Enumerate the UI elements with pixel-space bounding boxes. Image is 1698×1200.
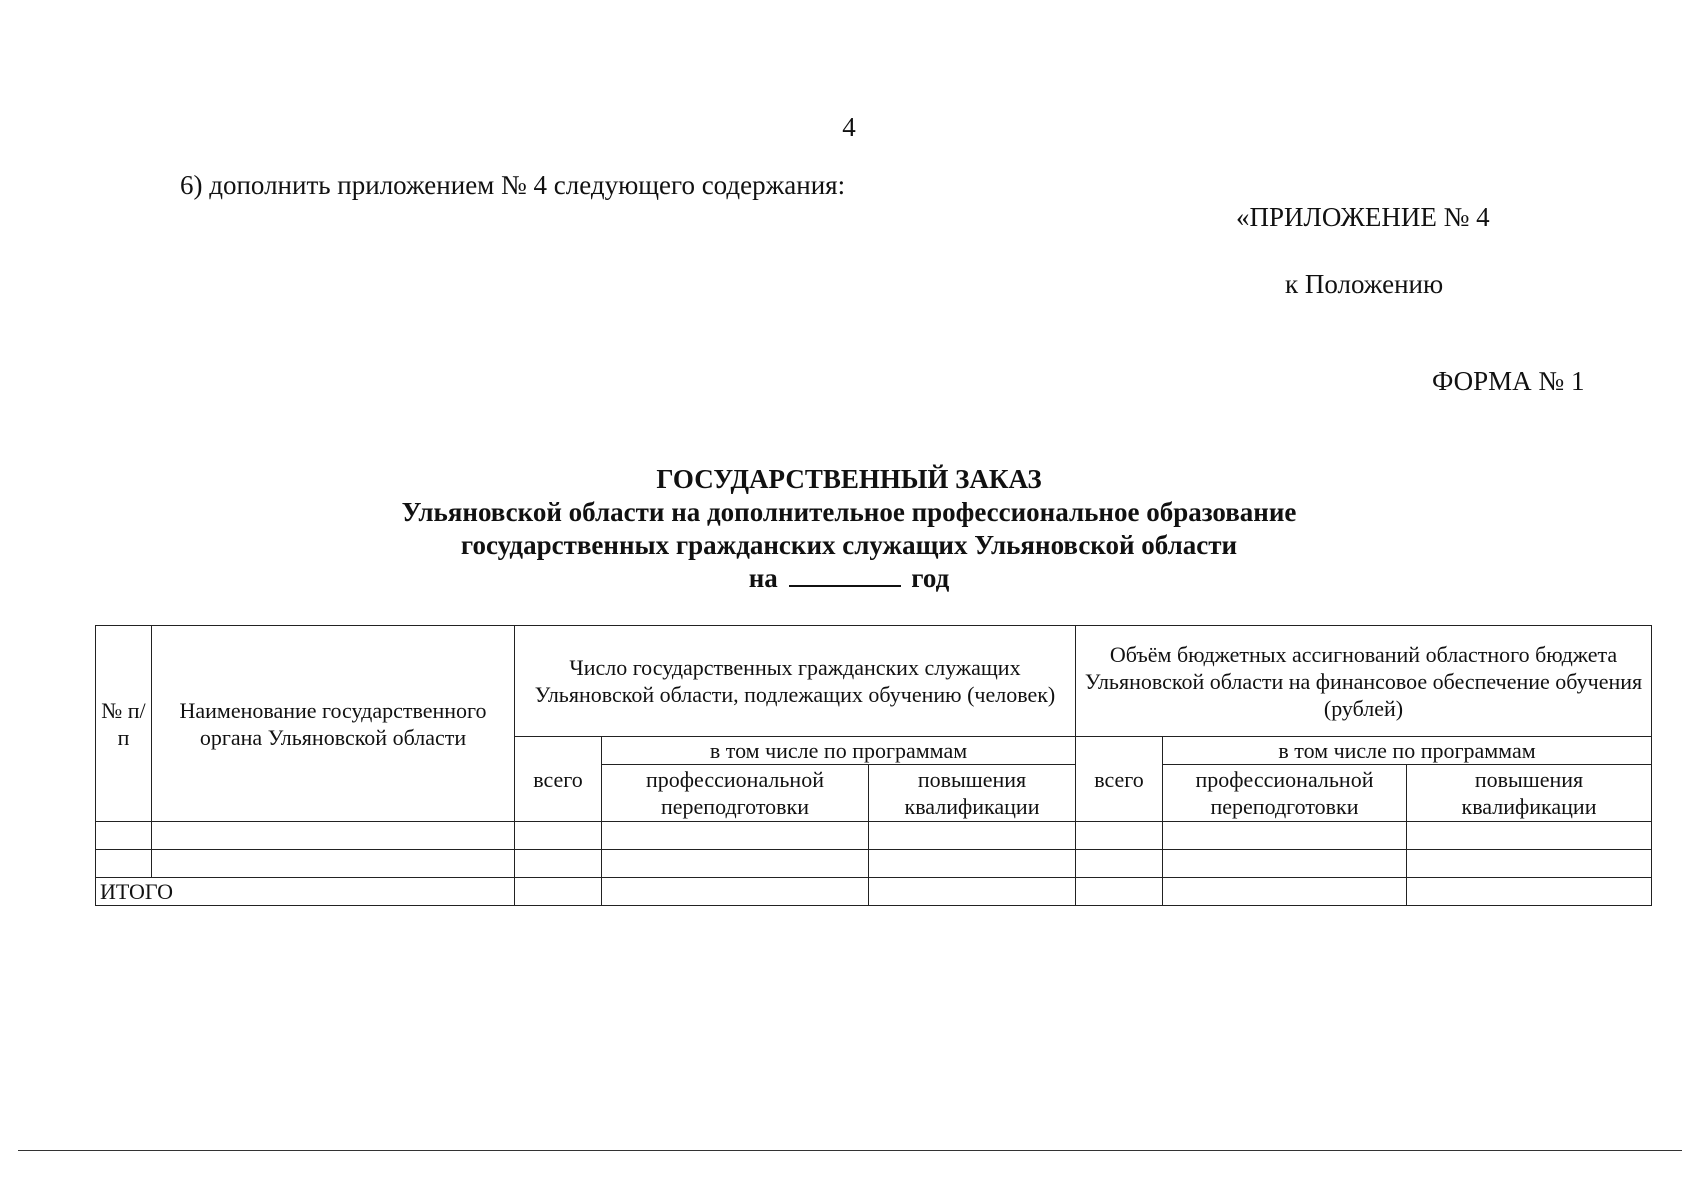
header-budget-retraining: профессиональной переподготовки [1163,765,1407,822]
intro-text: 6) дополнить приложением № 4 следующего содержания: [180,170,846,200]
year-blank-field[interactable] [789,563,901,587]
header-organization: Наименование государственного органа Ульяновской области [152,626,515,822]
header-people-programs: в том числе по программам [602,737,1076,765]
page-number: 4 [842,112,856,142]
table-cell[interactable] [1163,850,1407,878]
header-people-count: Число государственных гражданских служащих Ульяновской области, подлежащих обучению (человек) [515,626,1076,737]
table-row [96,822,1652,850]
table-cell[interactable] [1076,850,1163,878]
table-cell[interactable] [152,822,515,850]
table-cell[interactable] [1407,878,1652,906]
table-cell[interactable] [515,822,602,850]
table-cell[interactable] [869,822,1076,850]
table-cell[interactable] [515,850,602,878]
table-cell[interactable] [1076,878,1163,906]
page-bottom-rule [18,1150,1682,1151]
header-number: № п/п [96,626,152,822]
document-year-line [0,562,1698,595]
document-subtitle-line2: государственных гражданских служащих Ульяновской области [460,530,1238,560]
form-label: ФОРМА № 1 [1432,366,1585,396]
table-cell[interactable] [869,878,1076,906]
year-suffix: год [911,563,950,593]
header-people-retraining: профессиональной переподготовки [602,765,869,822]
table-cell[interactable] [1163,878,1407,906]
appendix-title: «ПРИЛОЖЕНИЕ № 4 [1236,202,1490,232]
header-budget-programs: в том числе по программам [1163,737,1652,765]
table-cell[interactable] [1076,822,1163,850]
header-budget-total: всего [1076,737,1163,822]
year-prefix: на [748,563,778,593]
header-people-total: всего [515,737,602,822]
appendix-subtitle: к Положению [1285,269,1444,299]
table-cell[interactable] [96,850,152,878]
header-budget-volume: Объём бюджетных ассигнований областного бюджета Ульяновской области на финансовое обеспечение обучения (рублей) [1076,626,1652,737]
table-cell[interactable] [515,878,602,906]
table-cell[interactable] [1163,822,1407,850]
header-people-qualification: повышения квалификации [869,765,1076,822]
document-title: ГОСУДАРСТВЕННЫЙ ЗАКАЗ [656,464,1042,494]
header-budget-qualification: повышения квалификации [1407,765,1652,822]
table-cell[interactable] [96,822,152,850]
table-cell[interactable] [602,878,869,906]
table-cell[interactable] [1407,822,1652,850]
table-cell[interactable] [152,850,515,878]
table-cell[interactable] [602,822,869,850]
table-cell[interactable] [869,850,1076,878]
table-row [96,850,1652,878]
state-order-table [95,625,1652,906]
table-cell[interactable] [602,850,869,878]
table-cell[interactable] [1407,850,1652,878]
total-row [96,878,1652,906]
total-row-label: ИТОГО [96,878,515,906]
document-subtitle-line1: Ульяновской области на дополнительное профессиональное образование [401,497,1297,527]
